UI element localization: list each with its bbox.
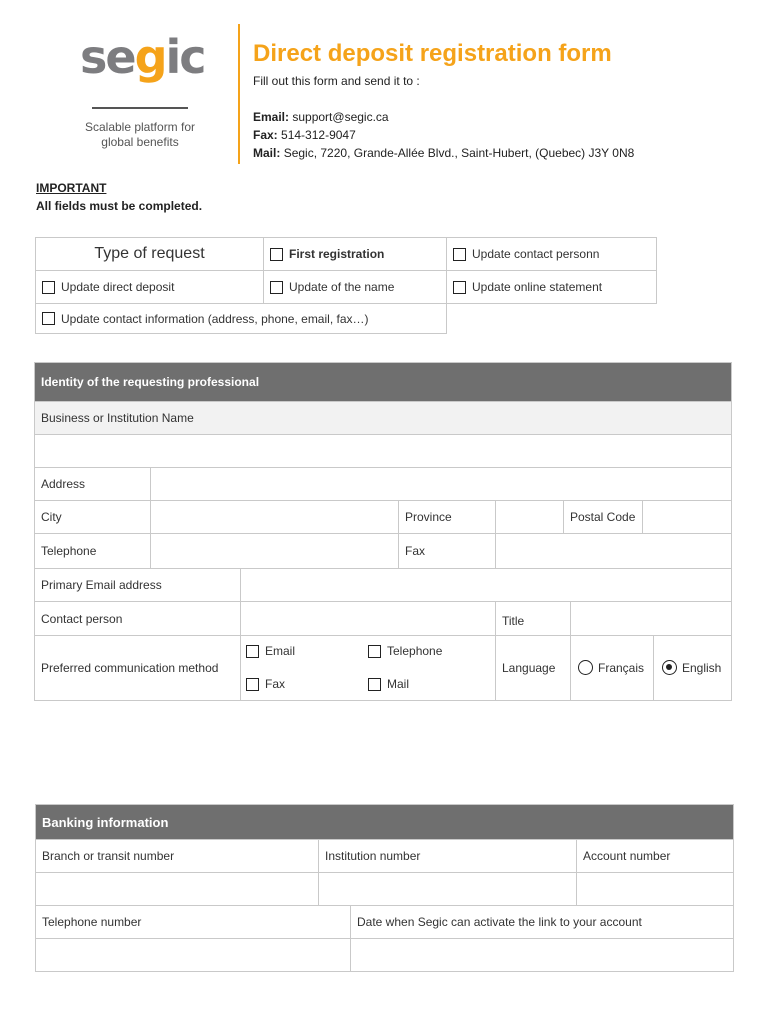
address-label: Address (34, 467, 151, 501)
account-number-field[interactable] (576, 872, 734, 906)
update-contact-info-option[interactable]: Update contact information (address, phone, email, fax…) (35, 303, 447, 334)
contact-fax: Fax: 514-312-9047 (253, 128, 356, 142)
checkbox-icon[interactable] (42, 281, 55, 294)
method-telephone-option[interactable]: Telephone (368, 644, 442, 658)
checkbox-icon[interactable] (368, 678, 381, 691)
postal-code-label: Postal Code (563, 500, 643, 534)
logo-tagline: Scalable platform for global benefits (84, 120, 196, 149)
identity-section-header: Identity of the requesting professional (34, 362, 732, 402)
telephone-label: Telephone (34, 533, 151, 569)
branch-transit-label: Branch or transit number (35, 839, 319, 873)
method-fax-option[interactable]: Fax (246, 677, 285, 691)
form-title: Direct deposit registration form (253, 40, 612, 67)
fax-field[interactable] (495, 533, 732, 569)
form-intro: Fill out this form and send it to : (253, 74, 420, 88)
radio-icon[interactable] (578, 660, 593, 675)
title-label: Title (495, 601, 571, 636)
checkbox-icon[interactable] (270, 281, 283, 294)
checkbox-icon[interactable] (246, 678, 259, 691)
primary-email-label: Primary Email address (34, 568, 241, 602)
address-field[interactable] (150, 467, 732, 501)
method-email-option[interactable]: Email (246, 644, 295, 658)
type-of-request-label: Type of request (35, 237, 264, 271)
primary-email-field[interactable] (240, 568, 732, 602)
city-field[interactable] (150, 500, 399, 534)
checkbox-icon[interactable] (453, 281, 466, 294)
bank-telephone-label: Telephone number (35, 905, 351, 939)
activation-date-field[interactable] (350, 938, 734, 972)
contact-mail: Mail: Segic, 7220, Grande-Allée Blvd., Saint-Hubert, (Quebec) J3Y 0N8 (253, 146, 635, 160)
lang-english-radio[interactable]: English (662, 660, 721, 675)
radio-selected-icon[interactable] (662, 660, 677, 675)
contact-person-field[interactable] (240, 601, 496, 636)
postal-code-field[interactable] (642, 500, 732, 534)
account-number-label: Account number (576, 839, 734, 873)
update-online-statement-option[interactable]: Update online statement (446, 270, 657, 304)
update-direct-deposit-option[interactable]: Update direct deposit (35, 270, 264, 304)
segic-logo: segic (80, 30, 205, 84)
banking-section-header: Banking information (35, 804, 734, 840)
update-contact-person-option[interactable]: Update contact personn (446, 237, 657, 271)
checkbox-icon[interactable] (368, 645, 381, 658)
activation-date-label: Date when Segic can activate the link to your account (350, 905, 734, 939)
header-vertical-rule (238, 24, 240, 164)
contact-email: Email: support@segic.ca (253, 110, 389, 124)
update-name-option[interactable]: Update of the name (263, 270, 447, 304)
important-note: IMPORTANT All fields must be completed. (36, 181, 203, 213)
title-field[interactable] (570, 601, 732, 636)
language-label: Language (495, 635, 571, 701)
first-registration-option[interactable]: First registration (263, 237, 447, 271)
branch-transit-field[interactable] (35, 872, 319, 906)
contact-person-label: Contact person (34, 601, 241, 636)
institution-number-field[interactable] (318, 872, 577, 906)
telephone-field[interactable] (150, 533, 399, 569)
province-field[interactable] (495, 500, 564, 534)
checkbox-icon[interactable] (246, 645, 259, 658)
institution-number-label: Institution number (318, 839, 577, 873)
checkbox-icon[interactable] (270, 248, 283, 261)
checkbox-icon[interactable] (42, 312, 55, 325)
lang-francais-radio[interactable]: Français (578, 660, 644, 675)
checkbox-icon[interactable] (453, 248, 466, 261)
business-name-label: Business or Institution Name (34, 401, 732, 435)
bank-telephone-field[interactable] (35, 938, 351, 972)
business-name-field[interactable] (34, 434, 732, 468)
contact-block (253, 108, 634, 162)
preferred-method-label: Preferred communication method (34, 635, 241, 701)
city-label: City (34, 500, 151, 534)
method-mail-option[interactable]: Mail (368, 677, 409, 691)
logo-divider (92, 107, 188, 109)
province-label: Province (398, 500, 496, 534)
fax-label: Fax (398, 533, 496, 569)
